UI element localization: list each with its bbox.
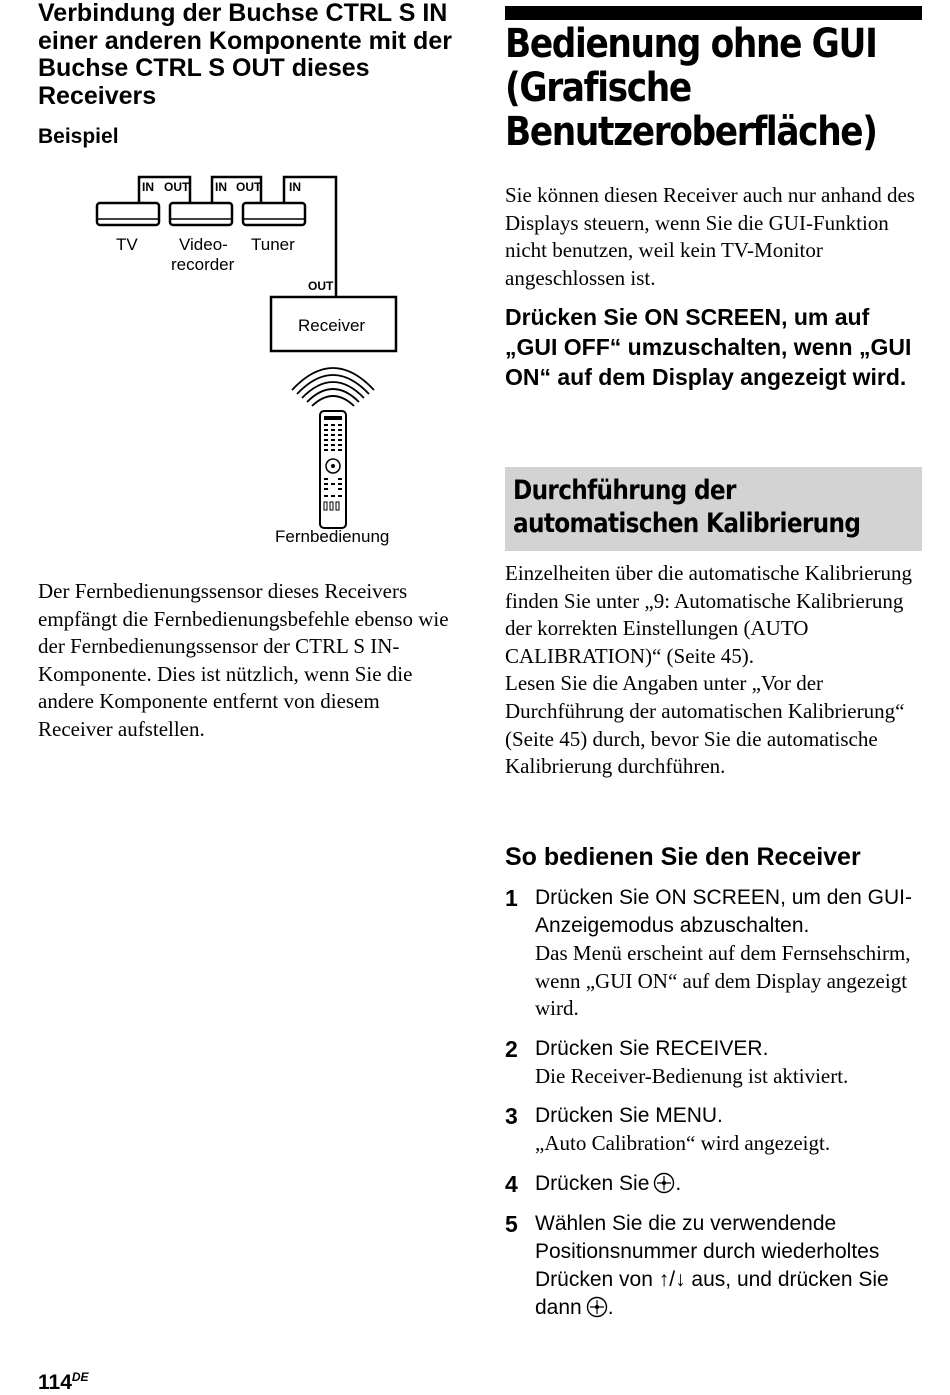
device-label-recorder-2: recorder	[171, 255, 235, 274]
video-recorder-device-icon	[170, 203, 232, 225]
step-instruction: Drücken Sie RECEIVER.	[535, 1036, 769, 1060]
step-note: Das Menü erscheint auf dem Fernsehschirm, wenn „GUI ON“ auf dem Display angezeigt wird.	[535, 941, 911, 1021]
up-down-arrows-icon: ↑/↓	[658, 1267, 686, 1291]
example-label: Beispiel	[38, 125, 119, 148]
enter-button-icon	[653, 1172, 675, 1194]
step-note: „Auto Calibration“ wird angezeigt.	[535, 1131, 831, 1156]
step-item	[505, 1210, 925, 1322]
device-label-tv: TV	[116, 235, 138, 254]
connection-diagram	[38, 168, 458, 558]
device-label-tuner: Tuner	[251, 235, 295, 254]
receiver-label: Receiver	[298, 316, 366, 335]
step-number: 5	[505, 1210, 518, 1237]
step-item	[505, 1035, 925, 1091]
receiver-out-label: OUT	[308, 279, 334, 293]
step-item	[505, 1170, 925, 1198]
page-title: Bedienung ohne GUI (Grafische Benutzeroberfläche)	[505, 21, 877, 155]
step-note: Die Receiver-Bedienung ist aktiviert.	[535, 1063, 849, 1088]
step-instruction	[535, 1170, 925, 1198]
details-paragraph-1: Einzelheiten über die automatische Kalibrierung finden Sie unter „9: Automatische Kalibrierung der korrekten Einstellungen (AUTO CALIBRATION)“ (Seite 45).	[505, 561, 913, 668]
step-number: 3	[505, 1103, 518, 1130]
step-list	[505, 884, 925, 1334]
tuner-device-icon	[243, 203, 305, 225]
intro-text: Sie können diesen Receiver auch nur anhand des Displays steuern, wenn Sie die GUI-Funktion nicht benutzen, weil kein TV-Monitor angeschlossen ist.	[505, 183, 915, 290]
port-label-out: OUT	[164, 180, 190, 194]
left-section-heading: Verbindung der Buchse CTRL S IN einer anderen Komponente mit der Buchse CTRL S OUT dieses Receivers	[38, 0, 452, 110]
step-text: aus, und drücken Sie dann	[535, 1267, 889, 1319]
step-text: Wählen Sie die zu verwendende Positionsnummer durch wiederholtes Drücken von	[535, 1211, 880, 1291]
section-title: Durchführung der automatischen Kalibrierung	[513, 475, 861, 539]
step-tail: .	[675, 1171, 682, 1195]
step-text: Drücken Sie	[535, 1171, 650, 1195]
page-number-value: 114	[38, 1371, 72, 1394]
step-item	[505, 884, 925, 1023]
remote-label: Fernbedienung	[275, 527, 390, 546]
step-instruction: Drücken Sie ON SCREEN, um den GUI-Anzeigemodus abzuschalten.	[535, 886, 912, 937]
title-rule	[505, 6, 922, 20]
step-instruction: Drücken Sie MENU.	[535, 1104, 723, 1128]
device-label-recorder-1: Video-	[179, 235, 228, 254]
step-tail: .	[607, 1295, 614, 1319]
calibration-details	[505, 560, 922, 781]
page-language-suffix: DE	[71, 1370, 89, 1384]
port-label-in: IN	[289, 180, 301, 194]
step-number: 2	[505, 1035, 518, 1062]
port-label-in: IN	[215, 180, 227, 194]
port-label-in: IN	[142, 180, 154, 194]
instruction-text: Drücken Sie ON SCREEN, um auf „GUI OFF“ umzuschalten, wenn „GUI ON“ auf dem Display angezeigt wird.	[505, 304, 912, 390]
tv-device-icon	[97, 203, 159, 225]
step-instruction	[535, 1210, 925, 1322]
step-number: 1	[505, 885, 518, 911]
step-item	[505, 1102, 925, 1158]
ir-signal-icon	[292, 368, 374, 406]
port-label-out: OUT	[236, 180, 262, 194]
left-body-text: Der Fernbedienungssensor dieses Receivers empfängt die Fernbedienungsbefehle ebenso wie der Fernbedienungssensor der CTRL S IN-Komponente. Dies ist nützlich, wenn Sie die andere Komponente entfernt von diesem Receiver aufstellen.	[38, 579, 449, 741]
remote-control-icon	[320, 411, 346, 528]
page-number	[38, 1365, 89, 1395]
details-paragraph-2: Lesen Sie die Angaben unter „Vor der Durchführung der automatischen Kalibrierung“ (Seite 45) durch, bevor Sie die automatische Kalibrierung durchführen.	[505, 671, 905, 779]
operation-subheading: So bedienen Sie den Receiver	[505, 843, 861, 871]
step-number: 4	[505, 1170, 518, 1197]
enter-button-icon	[586, 1296, 608, 1318]
connection-cables	[139, 177, 336, 296]
